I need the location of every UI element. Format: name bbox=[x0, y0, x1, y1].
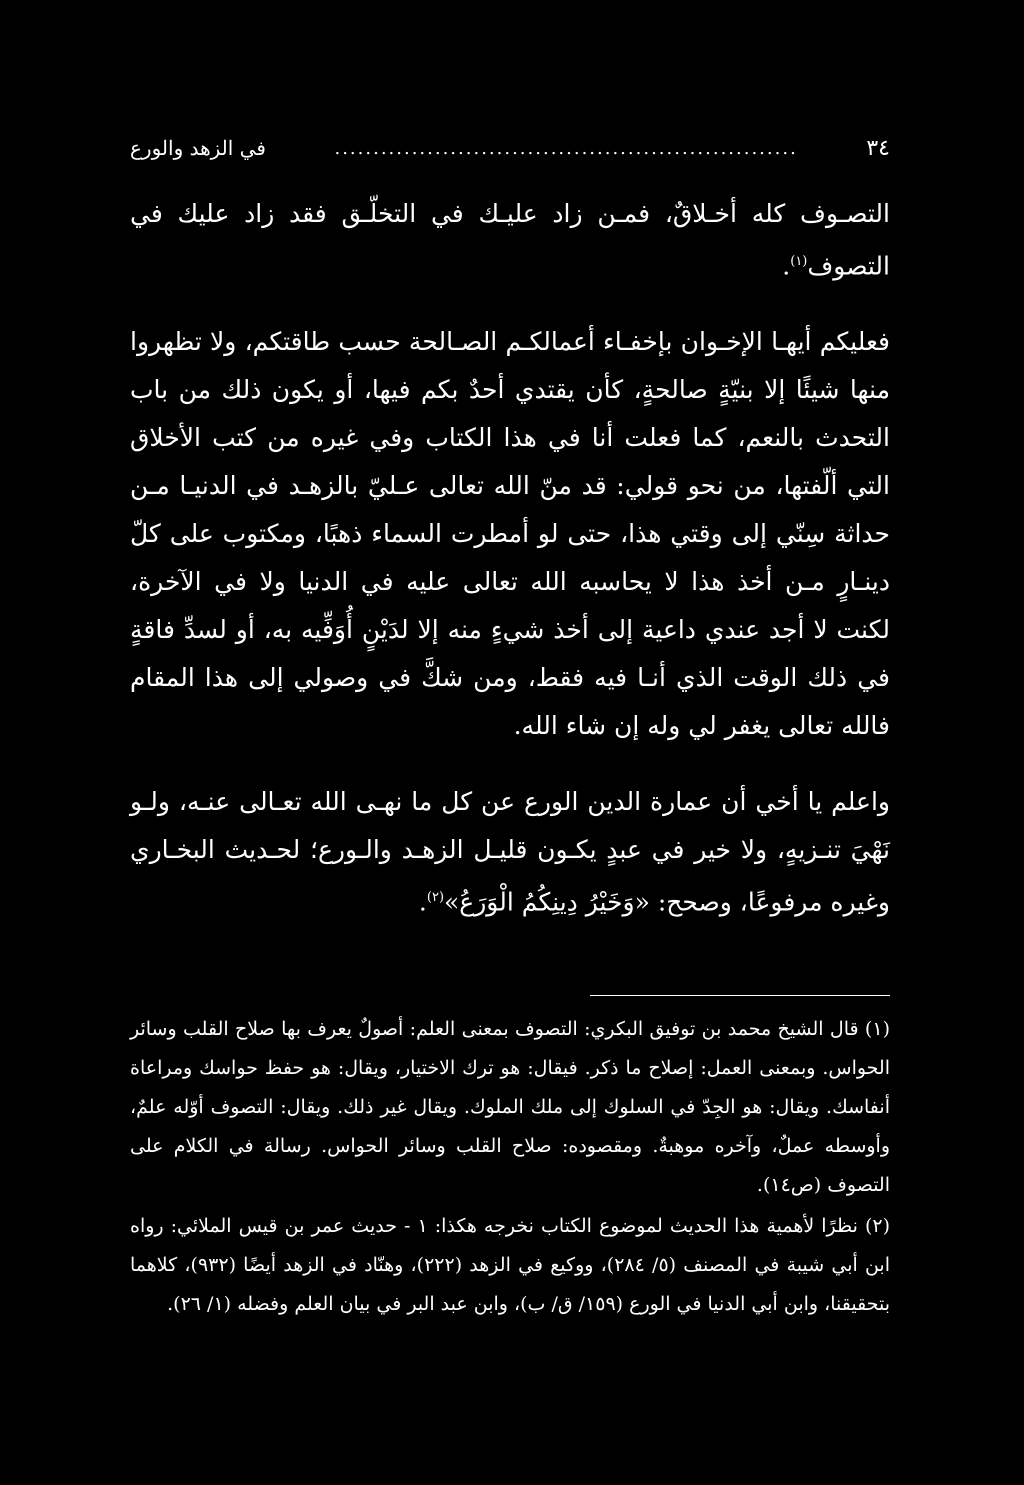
paragraph-3-text: واعلم يا أخي أن عمارة الدين الورع عن كل ما نهـى الله تعـالى عنـه، ولـو نَهْيَ تنـزيهٍ، ولا خير في عبدٍ يكـون قليـل الزهـد والـورع؛ لحـديث البخـاري وغيره مرفوعًا، وصحح: «وَخَيْرُ دِينِكُمُ الْوَرَعُ» bbox=[130, 787, 890, 917]
footnote-ref-2[interactable]: (٢) bbox=[426, 890, 445, 906]
paragraph-1-text: التصـوف كله أخـلاقٌ، فمـن زاد عليـك في التخلّـق فقد زاد عليك في التصوف bbox=[130, 199, 890, 281]
footnote-1: (١) قال الشيخ محمد بن توفيق البكري: التصوف بمعنى العلم: أصولٌ يعرف بها صلاح القلب وسائر الحواس. وبمعنى العمل: إصلاح ما ذكر. فيقال: هو ترك الاختيار، ويقال: هو حفظ حواسك ومراعاة أنفاسك. ويقال: هو الجِدّ في السلوك إلى ملك الملوك. ويقال غير ذلك. ويقال: التصوف أوّله علمٌ، وأوسطه عملٌ، وآخره موهبةٌ. ومقصوده: صلاح القلب وسائر الحواس. رسالة في الكلام على التصوف (ص١٤). bbox=[130, 1017, 890, 1196]
footnote-ref-1[interactable]: (١) bbox=[790, 254, 808, 269]
page-number: ٣٤ bbox=[866, 135, 890, 161]
running-header bbox=[130, 128, 890, 168]
book-page bbox=[130, 128, 890, 1324]
footnote-2: (٢) نظرًا لأهمية هذا الحديث لموضوع الكتاب نخرجه هكذا: ١ - حديث عمر بن قيس الملائي: رواه ابن أبي شيبة في المصنف (٥/ ٢٨٤)، ووكيع في الزهد (٢٢٢)، وهنّاد في الزهد أيضًا (٩٣٢)، كلاهما بتحقيقنا، وابن أبي الدنيا في الورع (١٥٩/ ق/ ب)، وابن عبد البر في بيان العلم وفضله (١/ ٢٦). bbox=[130, 1214, 890, 1315]
running-title: في الزهد والورع bbox=[130, 136, 266, 160]
paragraph-1 bbox=[130, 190, 890, 290]
leader-dots: ............................................................ bbox=[334, 137, 798, 159]
footnotes bbox=[130, 1010, 890, 1324]
footnote-separator bbox=[590, 995, 890, 996]
paragraph-2 bbox=[130, 318, 890, 750]
paragraph-3-ending: . bbox=[418, 887, 427, 917]
paragraph-1-ending: . bbox=[782, 251, 791, 281]
paragraph-3 bbox=[130, 778, 890, 926]
paragraph-2-text: فعليكم أيهـا الإخـوان بإخفـاء أعمالكـم الصـالحة حسب طاقتكم، ولا تظهروا منها شيئًا إلا بنيّةٍ صالحةٍ، كأن يقتدي أحدٌ بكم فيها، أو يكون ذلك من باب التحدث بالنعم، كما فعلت أنا في هذا الكتاب وفي غيره من كتب الأخلاق التي ألّفتها، من نحو قولي: قد منّ الله تعالى عـليّ بالزهـد في الدنيـا مـن حداثة سِنّي إلى وقتي هذا، حتى لو أمطرت السماء ذهبًا، ومكتوب على كلّ دينـارٍ مـن أخذ هذا لا يحاسبه الله تعالى عليه في الدنيا ولا في الآخرة، لكنت لا أجد عندي داعية إلى أخذ شيءٍ منه إلا لدَيْنٍ أُوَفِّيه به، أو لسدِّ فاقةٍ في ذلك الوقت الذي أنـا فيه فقط، ومن شكَّ في وصولي إلى هذا المقام فالله تعالى يغفر لي وله إن شاء الله. bbox=[130, 327, 890, 741]
